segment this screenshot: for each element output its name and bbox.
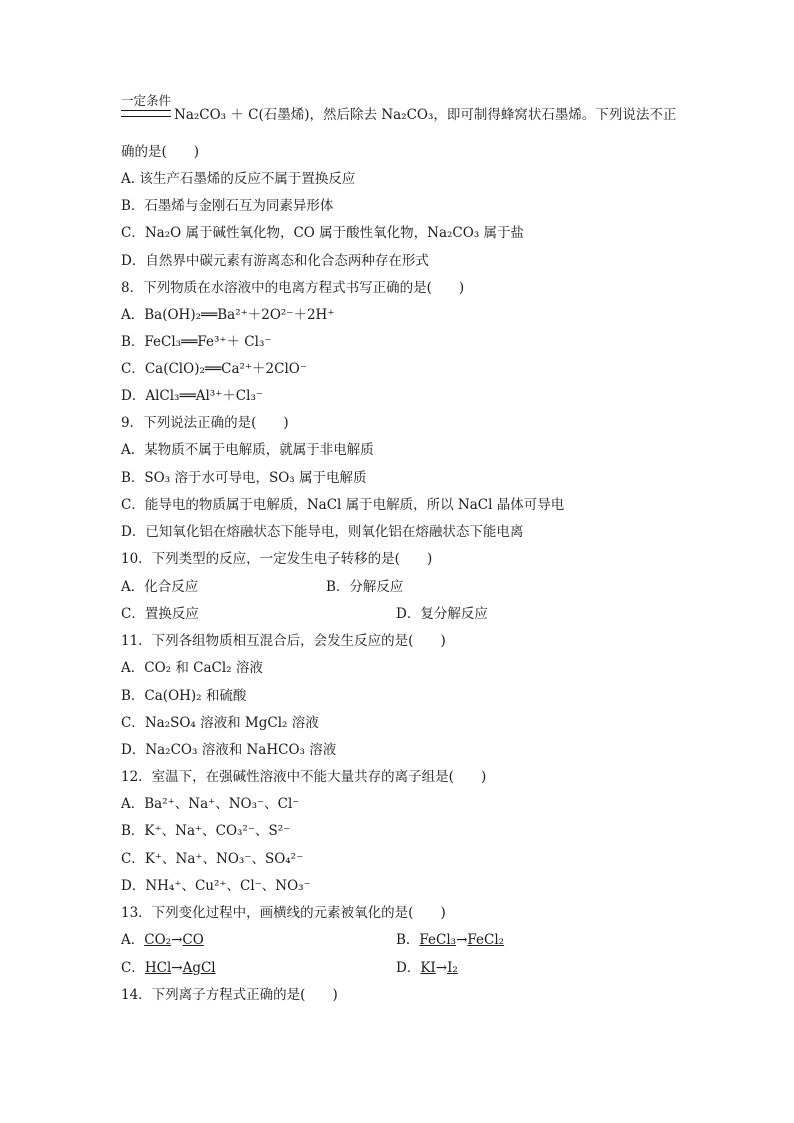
q8-option-d: D．AlCl₃══Al³⁺＋Cl₃⁻ bbox=[121, 388, 263, 404]
reaction-arrow bbox=[121, 110, 171, 117]
question-7-stem-end: 确的是( ) bbox=[121, 144, 200, 160]
option-label: A． bbox=[121, 932, 145, 948]
q13-option-b bbox=[396, 931, 504, 949]
q12-option-c: C．K⁺、Na⁺、NO₃⁻、SO₄²⁻ bbox=[121, 851, 304, 867]
q12-stem: 12．室温下，在强碱性溶液中不能大量共存的离子组是( ) bbox=[121, 769, 487, 785]
underlined-product: FeCl₂ bbox=[467, 932, 505, 948]
underlined-product: AgCl bbox=[182, 960, 216, 976]
q10-option-a: A．化合反应 bbox=[121, 579, 199, 595]
option-label: D． bbox=[396, 960, 421, 976]
underlined-reactant: HCl bbox=[144, 960, 172, 976]
q8-option-b: B．FeCl₃══Fe³⁺＋ Cl₃⁻ bbox=[121, 334, 272, 350]
q7-option-b: B．石墨烯与金刚石互为同素异形体 bbox=[121, 198, 334, 214]
option-label: C． bbox=[121, 960, 145, 976]
q11-stem: 11．下列各组物质相互混合后，会发生反应的是( ) bbox=[121, 633, 446, 649]
q14-stem: 14．下列离子方程式正确的是( ) bbox=[121, 987, 338, 1003]
q8-option-c: C．Ca(ClO)₂══Ca²⁺＋2ClO⁻ bbox=[121, 361, 307, 377]
reaction-condition: 一定条件 bbox=[121, 93, 172, 108]
q13-option-c bbox=[121, 959, 216, 977]
arrow: → bbox=[435, 960, 448, 976]
underlined-reactant: CO₂ bbox=[144, 932, 172, 948]
q13-stem: 13．下列变化过程中，画横线的元素被氧化的是( ) bbox=[121, 905, 446, 921]
q8-stem: 8．下列物质在水溶液中的电离方程式书写正确的是( ) bbox=[121, 280, 465, 296]
q11-option-b: B．Ca(OH)₂ 和硫酸 bbox=[121, 688, 247, 704]
q9-option-d: D．已知氧化铝在熔融状态下能导电，则氧化铝在熔融状态下能电离 bbox=[121, 524, 524, 540]
q11-option-c: C．Na₂SO₄ 溶液和 MgCl₂ 溶液 bbox=[121, 715, 319, 731]
arrow: → bbox=[171, 960, 183, 976]
arrow: → bbox=[456, 932, 468, 948]
underlined-reactant: KI bbox=[420, 960, 436, 976]
q10-option-b: B．分解反应 bbox=[326, 579, 404, 595]
q9-option-c: C．能导电的物质属于电解质，NaCl 属于电解质，所以 NaCl 晶体可导电 bbox=[121, 497, 565, 513]
q13-option-d bbox=[396, 959, 458, 977]
q12-option-a: A．Ba²⁺、Na⁺、NO₃⁻、Cl⁻ bbox=[121, 796, 300, 812]
q9-option-a: A．某物质不属于电解质，就属于非电解质 bbox=[121, 442, 374, 458]
q12-option-d: D．NH₄⁺、Cu²⁺、Cl⁻、NO₃⁻ bbox=[121, 878, 311, 894]
underlined-product: I₂ bbox=[447, 960, 458, 976]
q7-option-c: C．Na₂O 属于碱性氧化物，CO 属于酸性氧化物，Na₂CO₃ 属于盐 bbox=[121, 225, 525, 241]
reaction-text: Na₂CO₃ ＋ C(石墨烯)，然后除去 Na₂CO₃，即可制得蜂窝状石墨烯。下列说法不正 bbox=[174, 107, 677, 123]
q9-stem: 9．下列说法正确的是( ) bbox=[121, 415, 289, 431]
underlined-reactant: FeCl₃ bbox=[419, 932, 457, 948]
q10-stem: 10．下列类型的反应，一定发生电子转移的是( ) bbox=[121, 551, 433, 567]
option-label: B． bbox=[396, 932, 420, 948]
q11-option-d: D．Na₂CO₃ 溶液和 NaHCO₃ 溶液 bbox=[121, 742, 337, 758]
q10-option-d: D．复分解反应 bbox=[396, 606, 488, 622]
q10-option-c: C．置换反应 bbox=[121, 606, 199, 622]
underlined-product: CO bbox=[182, 932, 204, 948]
q8-option-a: A．Ba(OH)₂══Ba²⁺＋2O²⁻＋2H⁺ bbox=[121, 307, 335, 323]
arrow: → bbox=[171, 932, 183, 948]
q12-option-b: B．K⁺、Na⁺、CO₃²⁻、S²⁻ bbox=[121, 823, 291, 839]
q13-option-a bbox=[121, 931, 204, 949]
q9-option-b: B．SO₃ 溶于水可导电，SO₃ 属于电解质 bbox=[121, 470, 367, 486]
q11-option-a: A．CO₂ 和 CaCl₂ 溶液 bbox=[121, 660, 263, 676]
q7-option-a: A. 该生产石墨烯的反应不属于置换反应 bbox=[121, 171, 356, 187]
q7-option-d: D．自然界中碳元素有游离态和化合态两种存在形式 bbox=[121, 253, 429, 269]
